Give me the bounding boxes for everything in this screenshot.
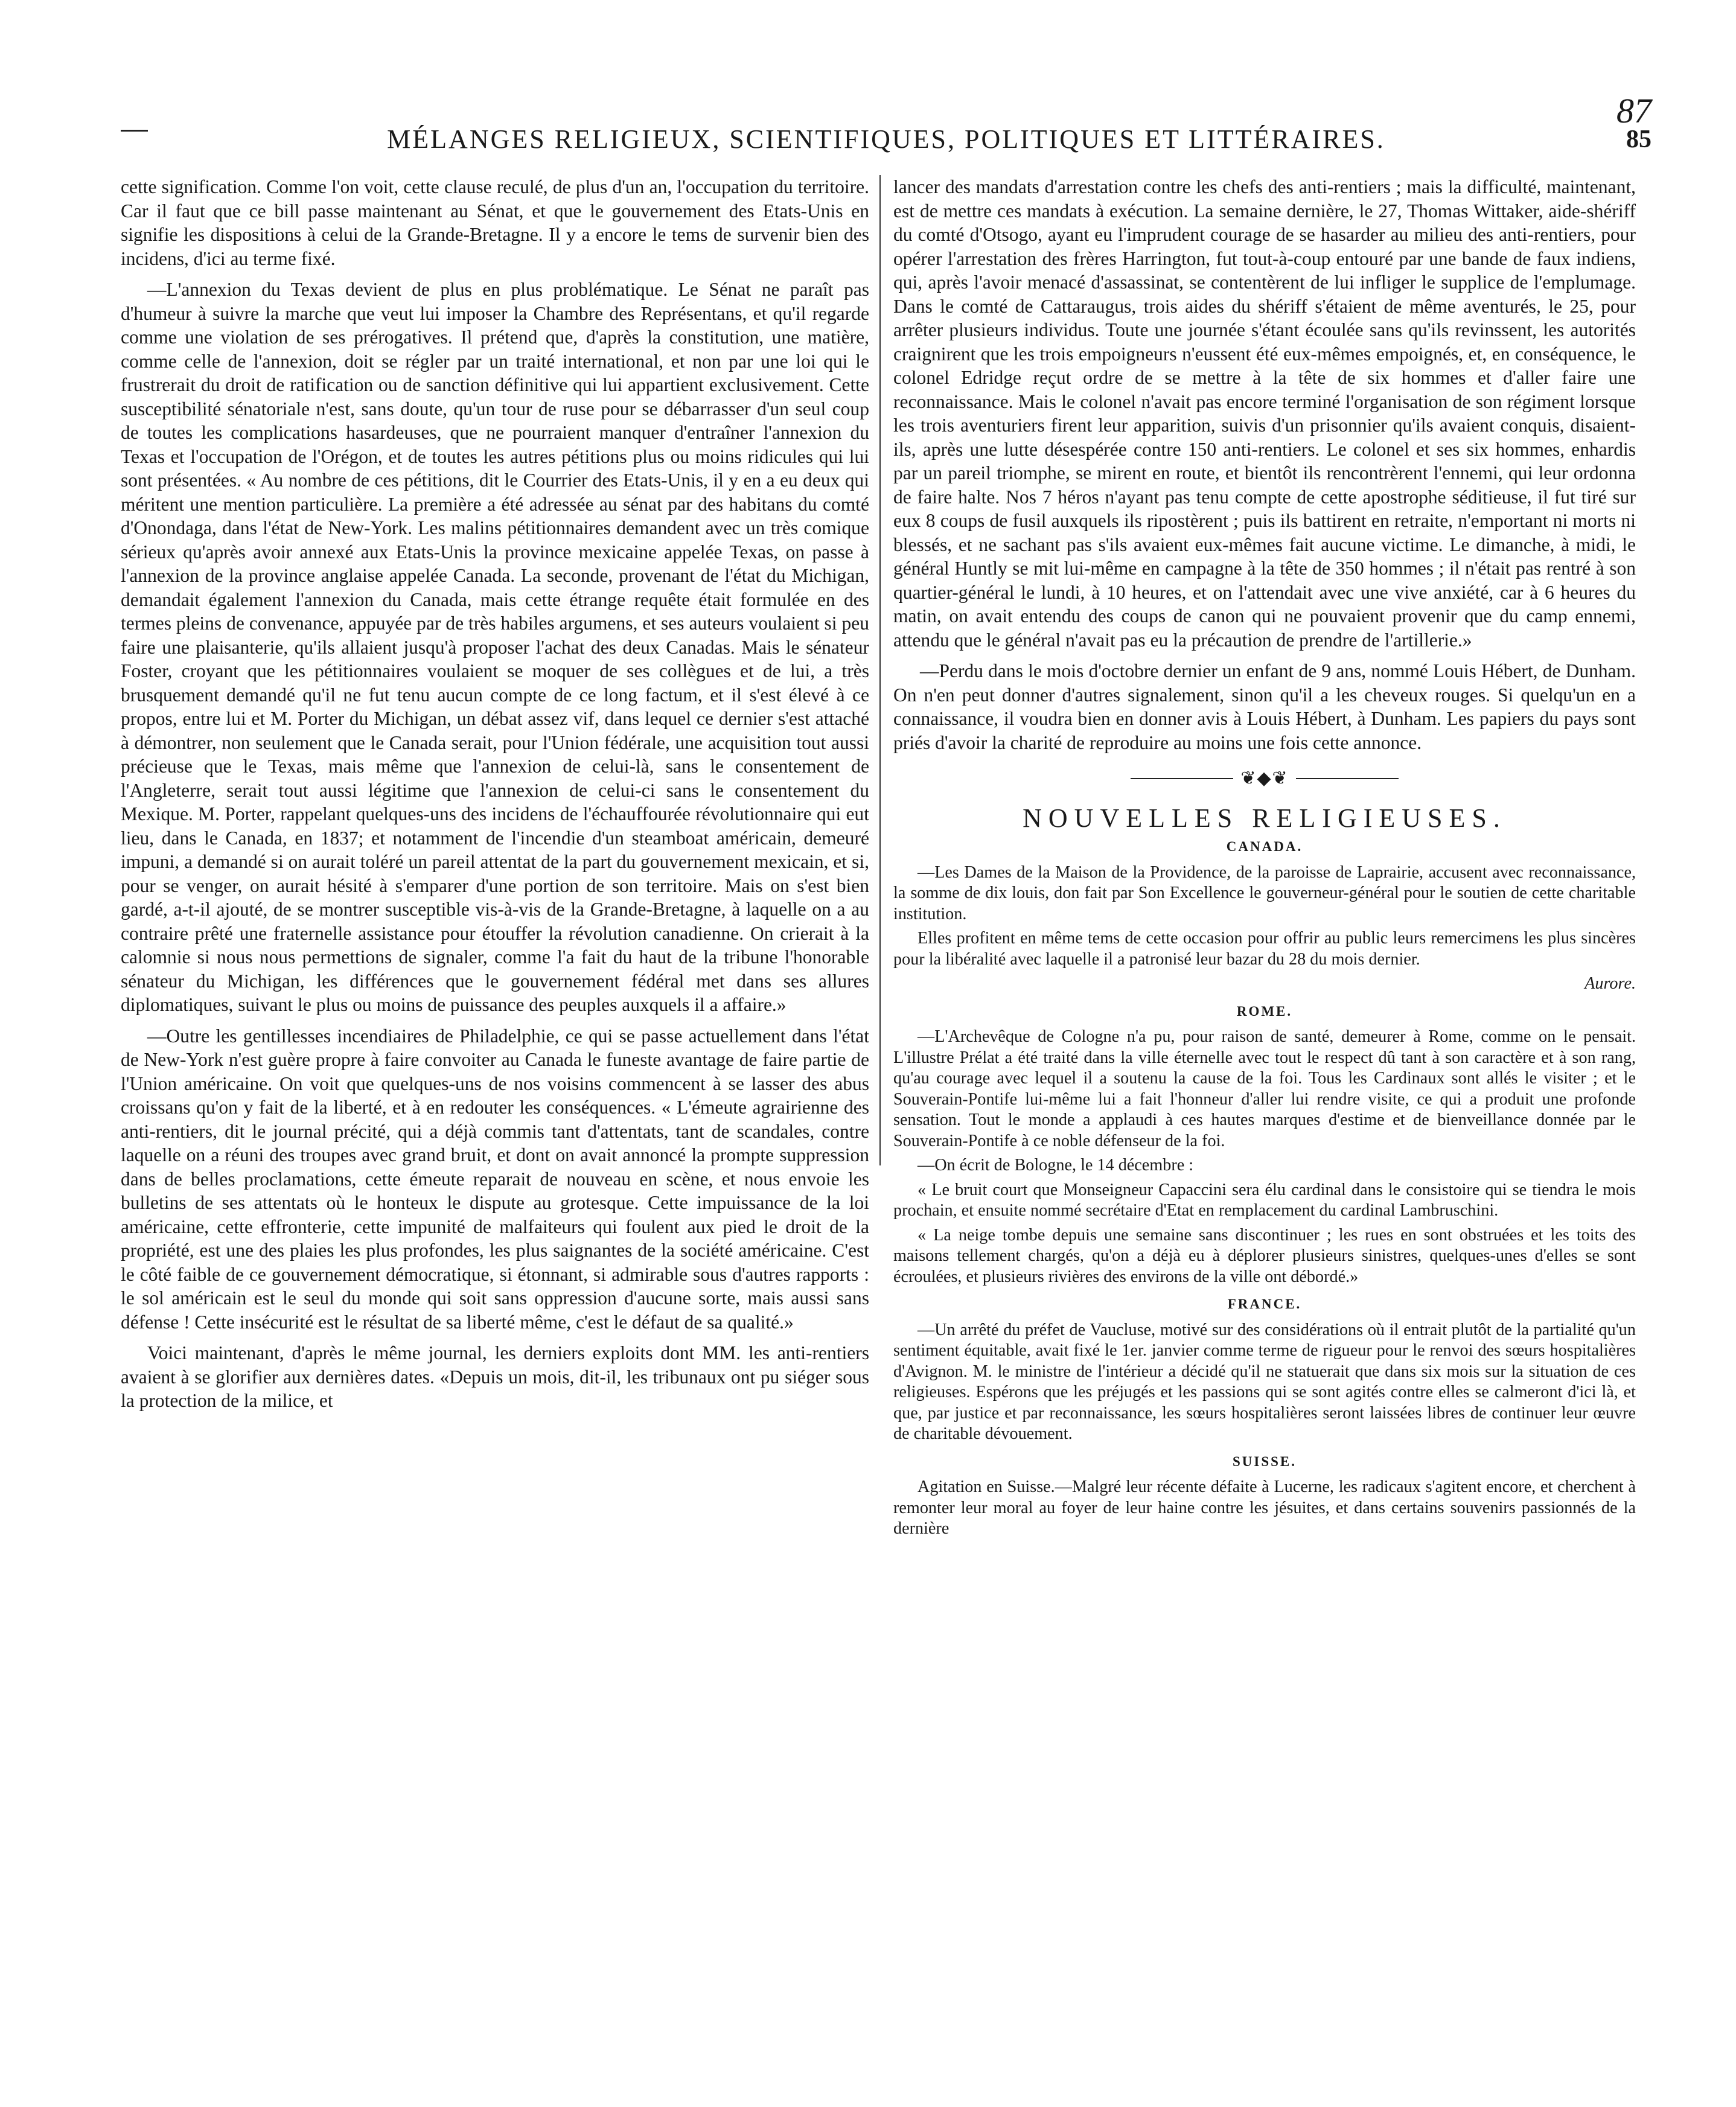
paragraph: —On écrit de Bologne, le 14 décembre : bbox=[917, 1156, 1194, 1175]
subsection-heading: CANADA. bbox=[1226, 839, 1303, 855]
subsection-heading: SUISSE. bbox=[1232, 1453, 1297, 1469]
paragraph: « La neige tombe depuis une semaine sans discontinuer ; les rues en sont obstruées et les toits des maisons tellement chargés, qu'on a déjà eu à déplorer plusieurs sinistres, quelques-unes d'elles se sont écroulées, et plusieurs rivières des environs de la ville ont débordé.» bbox=[893, 1225, 1636, 1286]
handwritten-page-number: 87 bbox=[1616, 91, 1651, 130]
paragraph: —L'Archevêque de Cologne n'a pu, pour raison de santé, demeurer à Rome, comme on le pensait. L'illustre Prélat a été traité dans la ville éternelle avec tout le respect dû tant à son caractère et à son rang, qu'au courage avec lequel il a soutenu la cause de la foi. Tous les Cardinaux sont allés le visiter ; et le Souverain-Pontife lui-même lui a fait l'honneur d'aller lui rendre visite, ce qui a produit une profonde sensation. Tout le monde a applaudi à ces hautes marques d'estime et de bienveillance donnée par le Souverain-Pontife à ce noble défenseur de la foi. bbox=[893, 1027, 1636, 1150]
paragraph: « Le bruit court que Monseigneur Capaccini sera élu cardinal dans le consistoire qui se tiendra le mois prochain, et ensuite nommé secrétaire d'Etat en remplacement du cardinal Lambruschini. bbox=[893, 1180, 1636, 1220]
paragraph: lancer des mandats d'arrestation contre les chefs des anti-rentiers ; mais la difficulté, maintenant, est de mettre ces mandats à exécution. La semaine dernière, le 27, Thomas Wittaker, aide-shériff du comté d'Otsogo, ayant eu l'imprudent courage de se hasarder au milieu des anti-rentiers, pour opérer l'arrestation des frères Harrington, fut tout-à-coup entouré par une bande de faux indiens, qui, après l'avoir menacé d'assassinat, se contentèrent de lui infliger le supplice de l'emplumage. Dans le comté de Cattaraugus, trois aides du shériff s'étaient de même aventurés, le 25, pour arrêter plusieurs individus. Toute une journée s'étant écoulée sans qu'ils revinssent, les autorités craignirent que les trois empoigneurs n'eussent été eux-mêmes empoignés, et, en conséquence, le colonel Edridge reçut ordre de se mettre à la tête de six hommes et d'aller faire une reconnaissance. Mais le colonel n'avait pas encore terminé l'organisation de son régiment lorsque les trois aventuriers firent leur apparition, suivis d'un prisonnier qu'ils avaient conquis, disaient-ils, après une lutte désespérée contre 150 anti-rentiers. Le colonel et ses six hommes, enhardis par un pareil triomphe, se mirent en route, et bientôt ils rencontrèrent l'ennemi, qui leur ordonna de faire halte. Nos 7 héros n'ayant pas tenu compte de cette apostrophe séditieuse, il fut tiré sur eux 8 coups de fusil auxquels ils ripostèrent ; puis ils battirent en retraite, n'emportant ni morts ni blessés, et ne sachant pas s'ils avaient eux-mêmes fait aucune victime. Le dimanche, à midi, le général Huntly se mit lui-même en campagne à la tête de 350 hommes ; il n'était pas rentré à son quartier-général le lundi, à 10 heures, et on l'attendait avec une vive anxiété, car à 6 heures du matin, on avait entendu des coups de canon qui ne pouvaient provenir que du camp ennemi, attendu que le général n'avait pas eu la précaution de prendre de l'artillerie.» bbox=[893, 176, 1636, 651]
left-column bbox=[121, 175, 869, 2029]
subsection-heading: FRANCE. bbox=[1227, 1296, 1302, 1312]
paragraph: —L'annexion du Texas devient de plus en plus problématique. Le Sénat ne paraît pas d'humeur à suivre la marche que veut lui imposer la Chambre des Représentans, et qu'il regarde comme une violation de ses prérogatives. Il prétend que, d'après la constitution, une matière, comme celle de l'annexion, doit se régler par un traité international, et non par une loi qui le frustrerait du droit de ratification ou de sanction définitive qui lui appartient exclusivement. Cette susceptibilité sénatoriale n'est, sans doute, qu'un tour de ruse pour se débarrasser d'un seul coup de toutes les complications hasardeuses, que ne pourraient manquer d'entraîner l'annexion du Texas et l'occupation de l'Orégon, et de toutes les autres pétitions plus ou moins ridicules qui lui sont présentées. « Au nombre de ces pétitions, dit le Courrier des Etats-Unis, il y en a eu deux qui méritent une mention particulière. La première a été adressée au sénat par des habitans du comté d'Onondaga, dans l'état de New-York. Les malins pétitionnaires demandent avec un très comique sérieux qu'après avoir annexé aux Etats-Unis la province mexicaine appelée Texas, on passe à l'annexion de la province anglaise appelée Canada. La seconde, provenant de l'état du Michigan, demandait également l'annexion du Canada, mais cette étrange requête était formulée en des termes pleins de convenance, appuyée par de très habiles argumens, et ses auteurs voulaient si peu faire une plaisanterie, qu'ils allaient jusqu'à proposer l'achat des deux Canadas. Mais le sénateur Foster, croyant que les pétitionnaires voulaient se moquer de ses collègues et de lui, a très brusquement demandé qu'il ne fut tenu aucun compte de ce long factum, et il s'est élevé à ce propos, entre lui et M. Porter du Michigan, un débat assez vif, dans lequel ce dernier s'est attaché à démontrer, non seulement que le Canada serait, pour l'Union fédérale, une acquisition tout aussi précieuse que le Texas, mais même que l'annexion de celui-là, sans le consentement de l'Angleterre, serait tout aussi légitime que l'annexion de celui-ci sans le consentement du Mexique. M. Porter, rappelant quelques-uns des incidens de l'échauffourée révolutionnaire qui eut lieu, dans le Canada, en 1837; et notamment de l'incendie d'un steamboat américain, demeuré impuni, a demandé si on aurait toléré un pareil attentat de la part du gouvernement mexicain, et si, pour se venger, on aurait hésité à s'emparer d'une portion de son territoire. Mais on s'est bien gardé, a-t-il ajouté, de se montrer susceptible vis-à-vis de la Grande-Bretagne, à laquelle on a au contraire prêté une fraternelle assistance pour étouffer la révolution canadienne. On crierait à la calomnie si nous nous permettions de signaler, comme l'a fait du haut de la tribune l'honorable sénateur du Michigan, les différences que le gouvernement fédéral met dans ses allures diplomatiques, suivant le plus ou moins de puissance des peuples auxquels il a affaire.» bbox=[121, 279, 869, 1015]
running-title: MÉLANGES RELIGIEUX, SCIENTIFIQUES, POLITIQUES ET LITTÉRAIRES. bbox=[387, 124, 1385, 154]
paragraph: —Un arrêté du préfet de Vaucluse, motivé sur des considérations où il entrait plutôt de la partialité qu'un sentiment équitable, avait fixé le 1er. janvier comme terme de rigueur pour le renvoi des sœurs hospitalières d'Avignon. M. le ministre de l'intérieur a décidé qu'il ne statuerait que dans six mois sur la situation de ces religieuses. Espérons que les préjugés et les passions qui se sont agités contre elles se calmeront d'ici là, et que, par justice et par reconnaissance, les sœurs hospitalières seront laissées libres de continuer leur œuvre de charitable dévouement. bbox=[893, 1320, 1636, 1444]
paragraph: —Les Dames de la Maison de la Providence, de la paroisse de Laprairie, accusent avec reconnaissance, la somme de dix louis, don fait par Son Excellence le gouverneur-général pour le soutien de cette charitable institution. bbox=[893, 862, 1636, 923]
ornament-line bbox=[1296, 778, 1399, 779]
signature: Aurore. bbox=[1584, 974, 1636, 993]
ornament-glyph-icon: ❦◆❦ bbox=[1240, 768, 1289, 789]
news-section-canada bbox=[893, 835, 1636, 995]
right-column bbox=[893, 175, 1636, 2029]
ornament-line bbox=[1131, 778, 1233, 779]
page-number: 85 bbox=[1626, 126, 1651, 153]
paragraph: cette signification. Comme l'on voit, cette clause reculé, de plus d'un an, l'occupation du territoire. Car il faut que ce bill passe maintenant au Sénat, et que le gouvernement des Etats-Unis en signifie les dispositions à celui de la Grande-Bretagne. Il y a encore le tems de survenir bien des incidens, d'ici au terme fixé. bbox=[121, 176, 869, 269]
column-divider bbox=[879, 175, 881, 1165]
paragraph: —Perdu dans le mois d'octobre dernier un enfant de 9 ans, nommé Louis Hébert, de Dunham. On n'en peut donner d'autres signalement, sinon qu'il a les cheveux rouges. Si quelqu'un en a connaissance, il voudra bien en donner avis à Louis Hébert, à Dunham. Les papiers du pays sont priés d'avoir la charité de reproduire au moins une fois cette annonce. bbox=[893, 660, 1636, 753]
paragraph: Elles profitent en même tems de cette occasion pour offrir au public leurs remercimens les plus sincères pour la libéralité avec laquelle il a patronisé leur bazar du 28 du mois dernier. bbox=[893, 929, 1636, 969]
news-section-rome bbox=[893, 999, 1636, 1288]
news-section-suisse bbox=[893, 1450, 1636, 1540]
paragraph: —Outre les gentillesses incendiaires de Philadelphie, ce qui se passe actuellement dans l'état de New-York n'est guère propre à faire convoiter au Canada le funeste avantage de faire partie de l'Union américaine. On voit que quelques-uns de nos voisins commencent à se lasser des abus croissans qu'on y fait de la liberté, et à en redouter les conséquences. « L'émeute agrairienne des anti-rentiers, dit le journal précité, qui a déjà commis tant d'attentats, tant de scandales, contre laquelle on a réuni des troupes avec grand bruit, et dont on avait annoncé la prompte suppression dans de belles proclamations, cette émeute reparait de nouveau en scène, et nous envoie les bulletins de ses attentats où le honteux le dispute au grotesque. Cette impuissance de la loi américaine, cette effronterie, cette impunité de malfaiteurs qui foulent aux pied le droit de la propriété, est une des plaies les plus profondes, les plus saignantes de la société américaine. C'est le côté faible de ce gouvernement démocratique, si étonnant, si admirable sous d'autres rapports : le sol américain est le seul du monde qui soit sans oppression d'aucune sorte, mais aussi sans défense ! Cette insécurité est le résultat de sa liberté même, c'est le défaut de sa qualité.» bbox=[121, 1025, 869, 1333]
subsection-heading: ROME. bbox=[1236, 1003, 1293, 1019]
paragraph: Voici maintenant, d'après le même journal, les derniers exploits dont MM. les anti-rentiers avaient à se glorifier aux dernières dates. «Depuis un mois, dit-il, les tribunaux ont pu siéger sous la protection de la milice, et bbox=[121, 1342, 869, 1411]
section-title: NOUVELLES RELIGIEUSES. bbox=[1023, 803, 1507, 833]
paragraph: Agitation en Suisse.—Malgré leur récente défaite à Lucerne, les radicaux s'agitent encore, et cherchent à remonter leur moral au foyer de leur haine contre les jésuites, et dans certains souvenirs passionnés de la dernière bbox=[893, 1477, 1636, 1538]
section-ornament bbox=[893, 765, 1636, 791]
page-header bbox=[121, 124, 1651, 166]
news-section-france bbox=[893, 1292, 1636, 1445]
